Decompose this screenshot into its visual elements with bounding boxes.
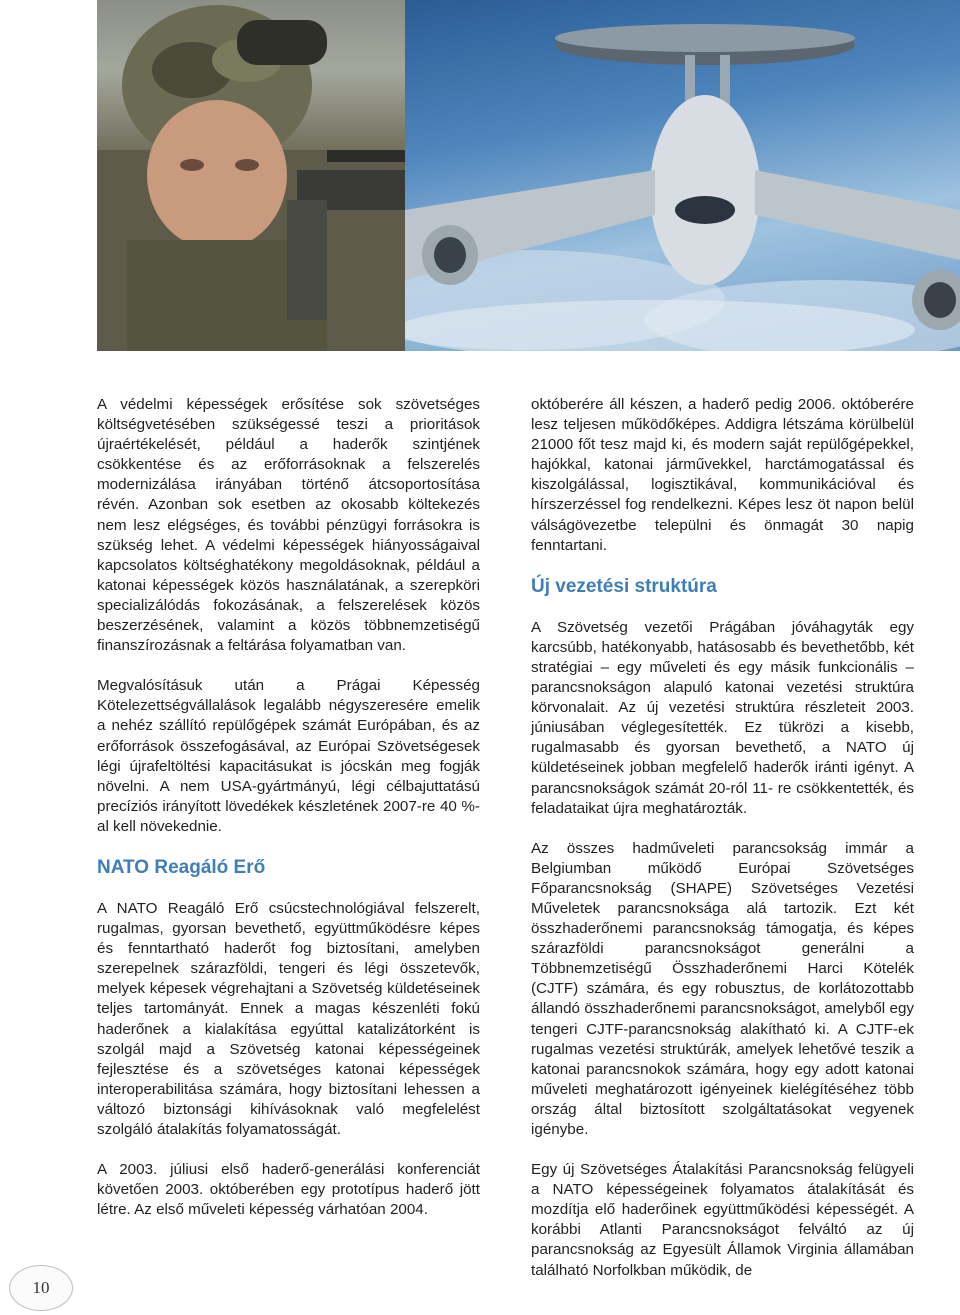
left-paragraph-1: A védelmi képességek erősítése sok szövetséges költségvetésében szükségessé teszi a prioritások újraértékelését, például a haderők szintjének csökkentése és az erőforrásoknak a felszerelés modernizálása irányában történő átcsoportosítása révén. Azonban sok esetben az okosabb költekezés nem lesz elégséges, és további pénzügyi forrásokra is szükség lehet. A védelmi képességek hiányosságaival kapcsolatos költséghatékony megoldásoknak, például a katonai képességek közös használatának, a szerepköri specializálódás fokozásának, a felszerelések közös beszerzésének, valamint a közös többnemzetiségű finanszírozásnak a feltárása folyamatban van. (97, 396, 480, 655)
header-photos (97, 0, 960, 351)
right-paragraph-4: Egy új Szövetséges Átalakítási Parancsnokság felügyeli a NATO képességeinek folyamatos átalakítását és mozdítja elő haderőinek együttműködési képességét. A korábbi Atlanti Parancsnokságot felváltó az új parancsnokság az Egyesült Államok Virginia államában található Norfolkban működik, de (531, 1161, 914, 1279)
left-paragraph-2: Megvalósításuk után a Prágai Képesség Kötelezettségvállalások legalább négyszeresére emelik a nehéz szállító repülőgépek számát Európában, és az erőforrások összefogásával, az Európai Szövetségesek légi újrafeltöltési kapacitásukat is jócskán meg fogják növelni. A nem USA-gyártmányú, légi célbajuttatású precíziós irányított lövedékek készletének 2007-re 40 %-al kell növekednie. (97, 677, 480, 835)
right-paragraph-2: A Szövetség vezetői Prágában jóváhagyták egy karcsúbb, hatékonyabb, hatásosabb és bevethetőbb, két stratégiai – egy műveleti és egy másik funkcionális – parancsnokságon alapuló katonai vezetési struktúra körvonalait. Az új vezetési struktúra részleteit 2003. júniusában véglegesítették. Ez tükrözi a kisebb, rugalmasabb és gyorsan bevethető, a NATO új küldetéseinek jobban megfelelő haderők iránti igényt. A parancsnokságok számát 20-ról 11- re csökkentették, és feladataikat újra meghatározták. (531, 618, 914, 817)
section-heading-new-command-structure: Új vezetési struktúra (531, 575, 717, 597)
awacs-photo (405, 0, 960, 351)
right-column (531, 395, 914, 1281)
awacs-illustration (405, 0, 960, 351)
left-paragraph-4: A 2003. júliusi első haderő-generálási konferenciát követően 2003. októberében egy prototípus haderő jött létre. Az első műveleti képesség várhatóan 2004. (97, 1161, 480, 1219)
section-heading-nato-response-force: NATO Reagáló Erő (97, 856, 266, 878)
left-paragraph-3: A NATO Reagáló Erő csúcstechnológiával felszerelt, rugalmas, gyorsan bevethető, együttműködésre képes és fenntartható haderőt fog biztosítani, amelyben szerepelnek szárazföldi, tengeri és légi összetevők, melyek képesek végrehajtani a Szövetség küldetéseinek teljes tartományát. Ennek a magas készenléti fokú haderőnek a kialakítása egyúttal katalizátorként is szolgál majd a Szövetség katonai képességeinek fejlesztése és a szövetséges katonai képességek interoperabilitása számára, hogy biztosítani lehessen a változó biztonsági kihívásoknak való megfelelést szolgáló átalakítás folyamatosságát. (97, 899, 480, 1138)
right-paragraph-3: Az összes hadműveleti parancsokság immár a Belgiumban működő Európai Szövetséges Főparancsnokság (SHAPE) Szövetséges Vezetési Műveletek parancsnoksága alá tartozik. Ezt két összhaderőnemi parancsnokság támogatja, és képes szárazföldi parancsnokságot generálni a Többnemzetiségű Összhaderőnemi Harci Kötelék (CJTF) számára, és egy robusztus, de korlátozottabb állandó összhaderőnemi parancsnokságot, amelyből egy tengeri CJTF-parancsnokság alakítható ki. A CJTF-ek rugalmas vezetési struktúrák, amelyek lehetővé teszik a katonai parancsnokok számára, hogy egy adott katonai műveleti meghatározott igényeinek kielégítéséhez több ország által biztosított szolgáltatásokat vegyenek igénybe. (531, 839, 914, 1138)
left-column (97, 395, 480, 1220)
page-number: 10 (9, 1265, 73, 1311)
soldier-photo (97, 0, 405, 351)
right-paragraph-1: októberére áll készen, a haderő pedig 2006. októberére lesz teljesen működőképes. Addigra létszáma körülbelül 21000 főt tesz majd ki, és modern saját repülőgépekkel, hajókkal, katonai járművekkel, harctámogatással és kiszolgálással, logisztikával, kommunikációval és hírszerzéssel fog rendelkezni. Képes lesz öt napon belül válságövezetbe települni és önmagát 30 napig fenntartani. (531, 396, 914, 554)
soldier-illustration (97, 0, 405, 351)
